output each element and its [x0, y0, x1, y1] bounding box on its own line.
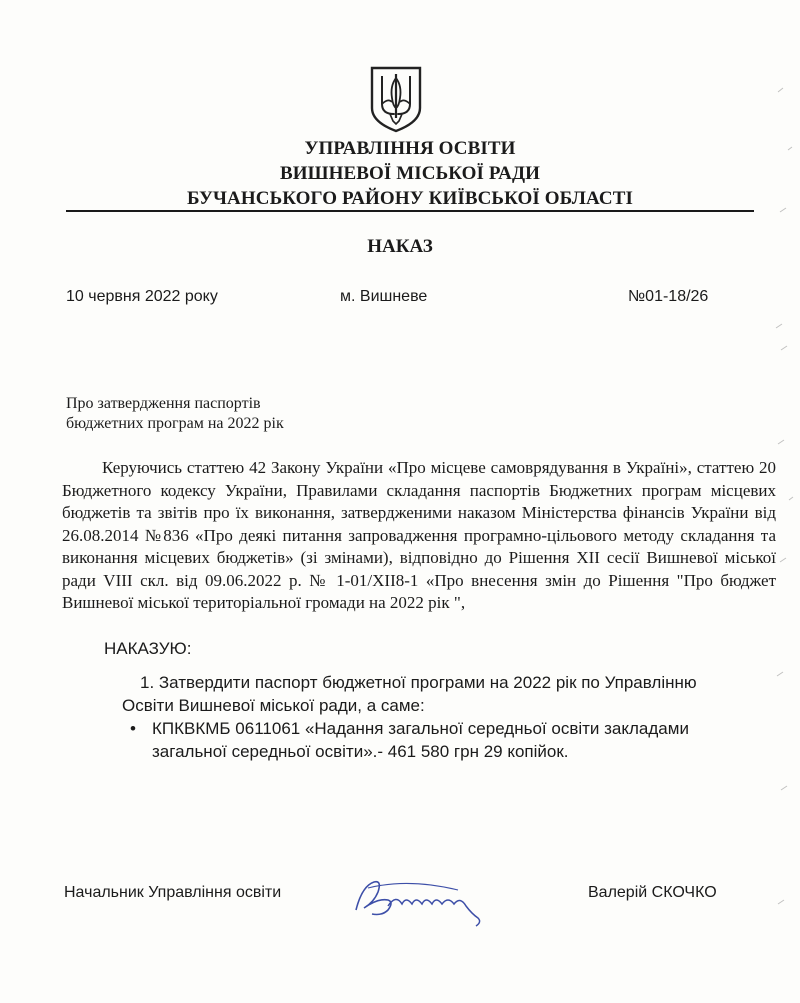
document-date: 10 червня 2022 року — [66, 288, 218, 305]
document-subject — [66, 394, 284, 434]
order-word: НАКАЗУЮ: — [104, 639, 192, 658]
preamble-paragraph: Керуючись статтею 42 Закону України «Про місцеве самоврядування в Україні», статтею 20 Бюджетного кодексу України, Правилами складання паспортів Бюджетних програм місцевих бюджетів та звітів про їх виконання, затвердженими наказом Міністерства фінансів України від 26.08.2014 №836 «Про деякі питання запровадження програмно-цільового методу складання та виконання місцевих бюджетів» (зі змінами), відповідно до Рішення XII сесії Вишневої міської ради VIII скл. від 09.06.2022 р. № 1-01/XII8-1 «Про внесення змін до Рішення "Про бюджет Вишневої міської територіальної громади на 2022 рік ", — [62, 458, 776, 612]
org-name-line-1: УПРАВЛІННЯ ОСВІТИ — [304, 138, 516, 159]
signatory-name: Валерій СКОЧКО — [588, 884, 717, 901]
subject-line-2: бюджетних програм на 2022 рік — [66, 415, 284, 432]
order-item-1-line-2: Освіти Вишневої міської ради, а саме: — [122, 695, 425, 715]
signatory-position: Начальник Управління освіти — [64, 884, 282, 901]
document-number: №01-18/26 — [628, 288, 709, 305]
document-place: м. Вишневе — [340, 288, 428, 305]
coat-of-arms-icon — [368, 64, 424, 134]
subject-line-1: Про затвердження паспортів — [66, 395, 261, 412]
order-item-1-line-1: 1. Затвердити паспорт бюджетної програми на 2022 рік по Управлінню — [140, 673, 697, 692]
bullet-icon: • — [130, 719, 136, 738]
handwritten-signature-icon — [348, 868, 498, 928]
bullet-item-text: КПКВКМБ 0611061 «Надання загальної середньої освіти закладами загальної середньої освіти».- 461 580 грн 29 копійок. — [152, 719, 689, 761]
org-name-line-3: БУЧАНСЬКОГО РАЙОНУ КИЇВСЬКОЇ ОБЛАСТІ — [186, 188, 634, 209]
header-divider — [66, 210, 754, 212]
order-item-1 — [122, 672, 762, 717]
org-name-line-2: ВИШНЕВОЇ МІСЬКОЇ РАДИ — [279, 163, 541, 184]
document-title: НАКАЗ — [367, 236, 433, 257]
